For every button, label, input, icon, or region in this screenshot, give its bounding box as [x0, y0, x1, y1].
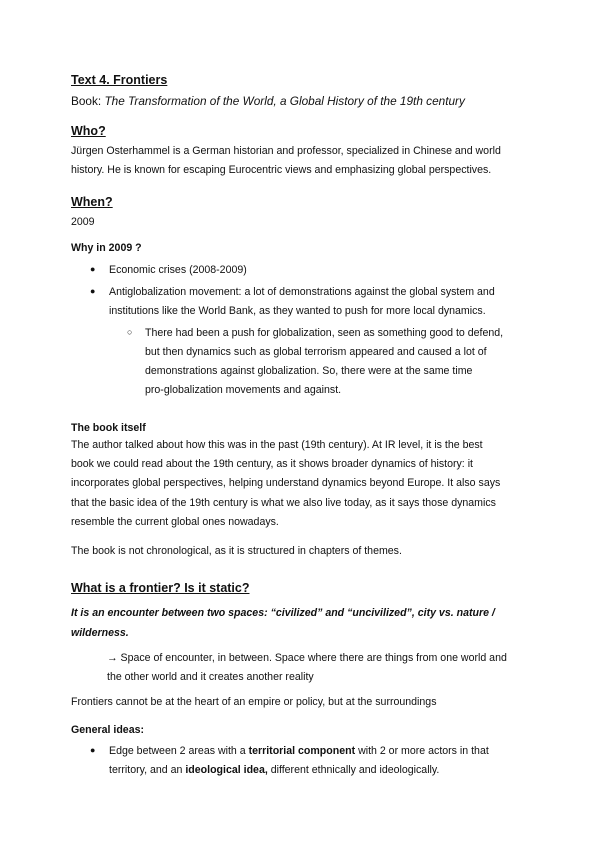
book-reference [71, 94, 465, 108]
general-line-1-a: Edge between 2 areas with a [109, 745, 249, 757]
why-sub-line-3: demonstrations against globalization. So, there were at the same time [145, 365, 473, 377]
why-sub-line-2: but then dynamics such as global terrorism appeared and caused a lot of [145, 346, 487, 358]
who-line-1: Jürgen Osterhammel is a German historian and professor, specialized in Chinese and world [71, 145, 501, 157]
book-itself-line-4: that the basic idea of the 19th century is what we also live today, as it says those dynamics [71, 497, 496, 509]
bullet-icon: ● [90, 745, 96, 755]
why-bullet-2-line-2: institutions like the World Bank, as they wanted to push for more local dynamics. [109, 305, 486, 317]
when-heading: When? [71, 195, 113, 209]
who-line-2: history. He is known for escaping Eurocentric views and emphasizing global perspectives. [71, 164, 492, 176]
general-line-1 [109, 744, 489, 758]
book-label: Book: [71, 94, 105, 108]
bullet-icon: ● [90, 286, 96, 296]
book-itself-line-2: book we could read about the 19th century, as it shows broader dynamics of history: it [71, 458, 473, 470]
book-itself-note: The book is not chronological, as it is structured in chapters of themes. [71, 545, 402, 557]
general-heading: General ideas: [71, 724, 145, 736]
frontier-definition-line-1: It is an encounter between two spaces: “civilized” and “uncivilized”, city vs. nature / [71, 607, 495, 619]
book-itself-line-5: resemble the current global ones nowadays. [71, 516, 279, 528]
why-bullet-2-line-1: Antiglobalization movement: a lot of demonstrations against the global system and [109, 286, 495, 298]
general-line-2 [109, 763, 439, 777]
why-sub-line-1: There had been a push for globalization, seen as something good to defend, [145, 327, 504, 339]
page-title: Text 4. Frontiers [71, 73, 168, 87]
frontier-heading: What is a frontier? Is it static? [71, 581, 250, 595]
book-name: The Transformation of the World, a Global History of the 19th century [104, 94, 465, 108]
book-itself-line-3: incorporates global perspectives, helping understand dynamics beyond Europe. It also says [71, 477, 501, 489]
book-itself-heading: The book itself [71, 422, 146, 434]
ideological-idea: ideological idea, [185, 764, 268, 776]
bullet-icon: ● [90, 264, 96, 274]
frontier-definition-line-2: wilderness. [71, 627, 129, 639]
why-heading: Why in 2009 ? [71, 242, 142, 254]
general-line-2-c: different ethnically and ideologically. [267, 764, 440, 776]
frontier-arrow-line-1: → Space of encounter, in between. Space where there are things from one world and [107, 652, 507, 664]
when-year: 2009 [71, 216, 95, 228]
who-heading: Who? [71, 124, 106, 138]
why-bullet-1: Economic crises (2008-2009) [109, 264, 247, 276]
frontier-surroundings: Frontiers cannot be at the heart of an empire or policy, but at the surroundings [71, 696, 437, 708]
territorial-component: territorial component [248, 745, 356, 757]
hollow-bullet-icon: ○ [127, 327, 133, 337]
general-line-1-c: with 2 or more actors in that [355, 745, 489, 757]
frontier-arrow-line-2: the other world and it creates another reality [107, 671, 314, 683]
why-sub-line-4: pro-globalization movements and against. [145, 384, 342, 396]
general-line-2-a: territory, and an [109, 764, 186, 776]
book-itself-line-1: The author talked about how this was in the past (19th century). At IR level, it is the best [71, 439, 483, 451]
